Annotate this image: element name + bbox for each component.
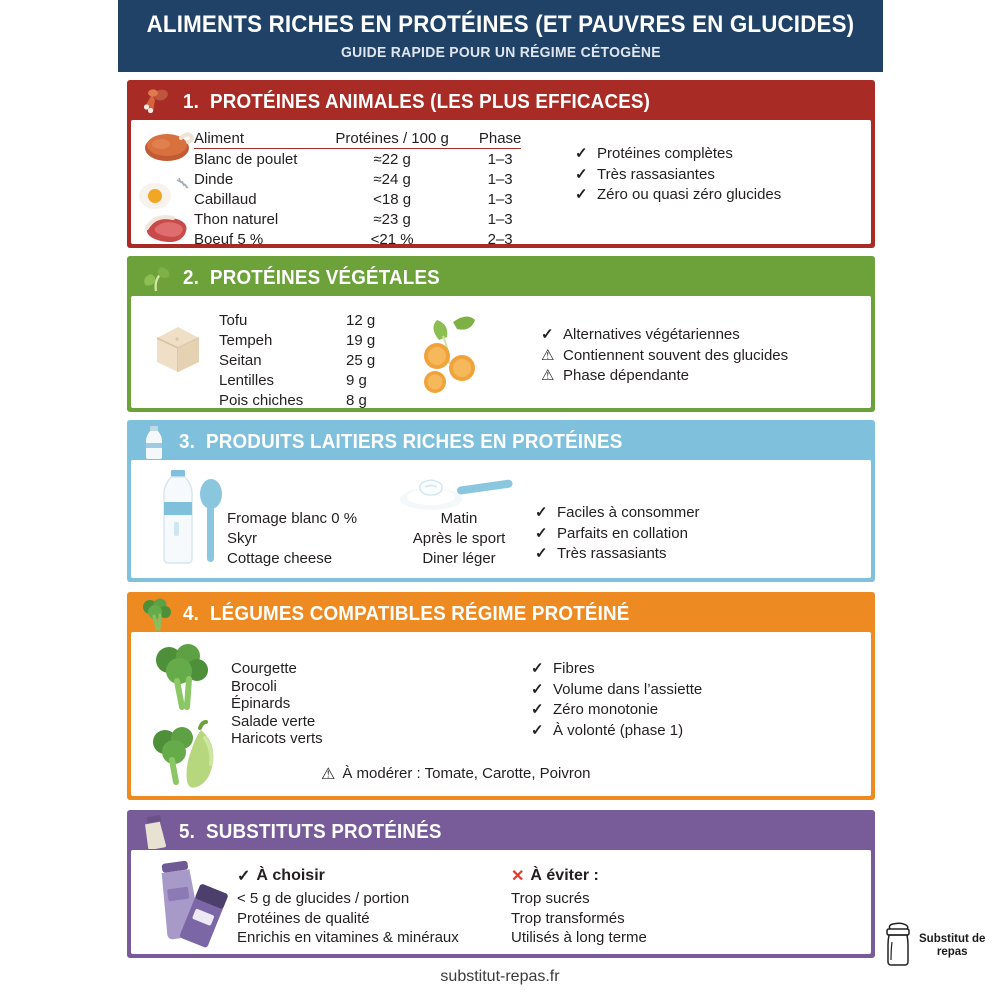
table-header-row (194, 130, 521, 149)
section-card-vegetables (127, 592, 875, 800)
section-card-plant-proteins (127, 256, 875, 412)
list-item (575, 186, 781, 204)
brand-logo (884, 920, 985, 971)
cell-food: Cabillaud (194, 190, 257, 208)
cell-protein: <21 % (370, 230, 414, 244)
cell-phase: 1–3 (487, 190, 513, 208)
benefit-text: Parfaits en collation (557, 524, 688, 542)
dairy-bottle-spoon-icon (149, 466, 235, 575)
table-row (194, 229, 521, 244)
warning-icon: ⚠ (541, 367, 555, 384)
shaker-icon (139, 815, 169, 849)
benefit-text: Volume dans l’assiette (553, 680, 703, 698)
section-title-4: LÉGUMES COMPATIBLES RÉGIME PROTÉINÉ (210, 602, 630, 625)
list-item (531, 681, 702, 699)
item-value: 12 g (346, 312, 376, 329)
close-icon: ✕ (511, 868, 525, 885)
cell-protein: ≈23 g (373, 210, 411, 228)
table-row (194, 169, 521, 189)
list-item (575, 166, 781, 184)
list-item: Après le sport (412, 530, 506, 547)
poultry-icon (139, 85, 173, 119)
benefit-text: Zéro ou quasi zéro glucides (597, 186, 782, 203)
warning-icon: ⚠ (541, 346, 555, 364)
section-number-5: 5. (179, 820, 196, 843)
cell-protein: <18 g (373, 190, 412, 208)
item-value: 9 g (346, 372, 367, 389)
benefit-text: Protéines complètes (597, 145, 733, 162)
section-title-1: PROTÉINES ANIMALES (LES PLUS EFFICACES) (210, 90, 651, 113)
cell-food: Thon naturel (194, 210, 279, 228)
dairy-products-list (227, 510, 357, 568)
list-item: Cottage cheese (227, 550, 333, 567)
check-icon: ✓ (535, 504, 548, 521)
page-subtitle: GUIDE RAPIDE POUR UN RÉGIME CÉTOGÈNE (340, 44, 661, 61)
section-header-5 (131, 814, 871, 850)
table-row (194, 209, 521, 229)
col-header-food: Aliment (194, 130, 297, 149)
section-body-1 (131, 120, 871, 244)
benefits-list-4 (531, 660, 702, 742)
benefit-text: À volonté (phase 1) (553, 721, 684, 739)
list-item (531, 660, 702, 678)
col-header-protein: Protéines / 100 g (297, 130, 448, 149)
list-item (535, 545, 700, 563)
shaker-logo-icon (884, 920, 912, 971)
check-icon: ✓ (237, 868, 251, 885)
check-icon: ✓ (575, 186, 588, 203)
item-value: 19 g (346, 332, 376, 349)
moderation-note-text: À modérer : Tomate, Carotte, Poivron (342, 765, 591, 783)
list-item: Utilisés à long terme (511, 929, 647, 946)
moderation-note (321, 764, 591, 784)
page-header (118, 0, 883, 72)
section-header-1 (131, 84, 871, 120)
list-item: Skyr (227, 530, 257, 547)
table-row (194, 149, 521, 170)
section-number-1: 1. (183, 90, 200, 113)
legumes-icon (413, 306, 499, 403)
list-item: Fromage blanc 0 % (227, 510, 358, 527)
section-number-4: 4. (183, 602, 200, 625)
list-item (541, 367, 788, 385)
list-item: < 5 g de glucides / portion (237, 890, 410, 907)
section-header-4 (131, 596, 871, 632)
section-card-substitutes (127, 810, 875, 958)
check-icon: ✓ (531, 721, 544, 739)
broccoli-icon (139, 597, 173, 631)
list-item: Enrichis en vitamines & minéraux (237, 929, 459, 946)
list-item: Courgette (231, 660, 297, 677)
list-item: Haricots verts (231, 730, 323, 747)
list-item (531, 722, 702, 740)
logo-line-2: repas (936, 945, 968, 958)
check-icon: ✓ (531, 680, 544, 698)
benefit-text: Alternatives végétariennes (563, 326, 740, 343)
item-value: 8 g (346, 392, 367, 408)
list-item: Tofu (219, 312, 248, 329)
list-item: Seitan (219, 352, 262, 369)
section-title-2: PROTÉINES VÉGÉTALES (210, 266, 441, 289)
list-item (541, 326, 788, 344)
choose-column (237, 866, 459, 947)
section-header-3 (131, 424, 871, 460)
list-item: Trop transformés (511, 909, 625, 927)
cell-food: Blanc de poulet (194, 150, 298, 168)
warning-icon: ⚠ (321, 766, 336, 783)
benefits-list-3 (535, 504, 700, 566)
section-body-5 (131, 850, 871, 954)
list-item: Lentilles (219, 372, 275, 389)
section-number-3: 3. (179, 430, 196, 453)
list-item: Pois chiches (219, 392, 304, 408)
milk-bottle-icon (139, 425, 169, 459)
tofu-icon (149, 322, 207, 381)
animal-protein-table (194, 130, 521, 244)
check-icon: ✓ (541, 326, 554, 343)
section-header-2 (131, 260, 871, 296)
shaker-bar-icon (145, 858, 235, 953)
list-item: Trop sucrés (511, 890, 590, 907)
animal-food-illustrations (137, 124, 195, 244)
list-item (531, 701, 702, 719)
leaf-icon (139, 261, 173, 295)
check-icon: ✓ (531, 701, 544, 718)
section-body-3 (131, 460, 871, 578)
benefits-list-2 (541, 326, 788, 388)
page-title: ALIMENTS RICHES EN PROTÉINES (ET PAUVRES EN GLUCIDES) (146, 11, 855, 38)
benefit-text: Phase dépendante (563, 367, 689, 384)
list-item: Épinards (231, 695, 291, 712)
footer-website-url[interactable]: substitut-repas.fr (440, 968, 560, 985)
cell-phase: 2–3 (487, 230, 513, 244)
cell-protein: ≈22 g (373, 150, 411, 168)
section-number-2: 2. (183, 266, 200, 289)
check-icon: ✓ (535, 545, 548, 562)
benefit-text: Très rassasiantes (597, 165, 715, 183)
benefits-list-1 (575, 145, 781, 207)
list-item (535, 525, 700, 543)
avoid-heading: À éviter : (530, 867, 599, 885)
section-title-3: PRODUITS LAITIERS RICHES EN PROTÉINES (206, 430, 623, 453)
avoid-column (511, 866, 647, 947)
check-icon: ✓ (575, 165, 588, 183)
cell-phase: 1–3 (487, 150, 513, 168)
check-icon: ✓ (531, 660, 544, 677)
benefit-text: Zéro monotonie (553, 701, 659, 718)
section-body-4 (131, 632, 871, 796)
section-title-5: SUBSTITUTS PROTÉINÉS (206, 820, 442, 843)
section-body-2 (131, 296, 871, 408)
section-card-dairy (127, 420, 875, 582)
check-icon: ✓ (535, 524, 548, 542)
table-row (194, 189, 521, 209)
choose-heading: À choisir (256, 867, 325, 885)
cell-phase: 1–3 (487, 170, 513, 188)
benefit-text: Fibres (553, 660, 595, 677)
logo-line-1: Substitut de (919, 932, 986, 945)
check-icon: ✓ (575, 145, 588, 162)
list-item: Matin (440, 510, 478, 527)
vegetable-illustrations (145, 638, 231, 795)
list-item (575, 145, 781, 163)
list-item: Salade verte (231, 712, 316, 730)
cell-food: Dinde (194, 170, 234, 188)
list-item (541, 347, 788, 365)
col-header-phase: Phase (449, 130, 522, 149)
list-item (535, 504, 700, 522)
list-item: Diner léger (422, 550, 496, 567)
list-item: Brocoli (231, 677, 277, 695)
section-card-animal-proteins (127, 80, 875, 248)
brand-logo-text (919, 933, 985, 959)
cell-phase: 1–3 (487, 210, 513, 228)
dairy-moments-list (407, 510, 511, 568)
item-value: 25 g (346, 352, 376, 369)
vegetable-list (231, 660, 323, 748)
cell-protein: ≈24 g (373, 170, 411, 188)
benefit-text: Contiennent souvent des glucides (563, 346, 789, 364)
benefit-text: Très rassasiants (557, 545, 667, 562)
list-item: Tempeh (219, 332, 273, 349)
list-item: Protéines de qualité (237, 909, 370, 927)
cell-food: Boeuf 5 % (194, 230, 264, 244)
benefit-text: Faciles à consommer (557, 504, 700, 521)
